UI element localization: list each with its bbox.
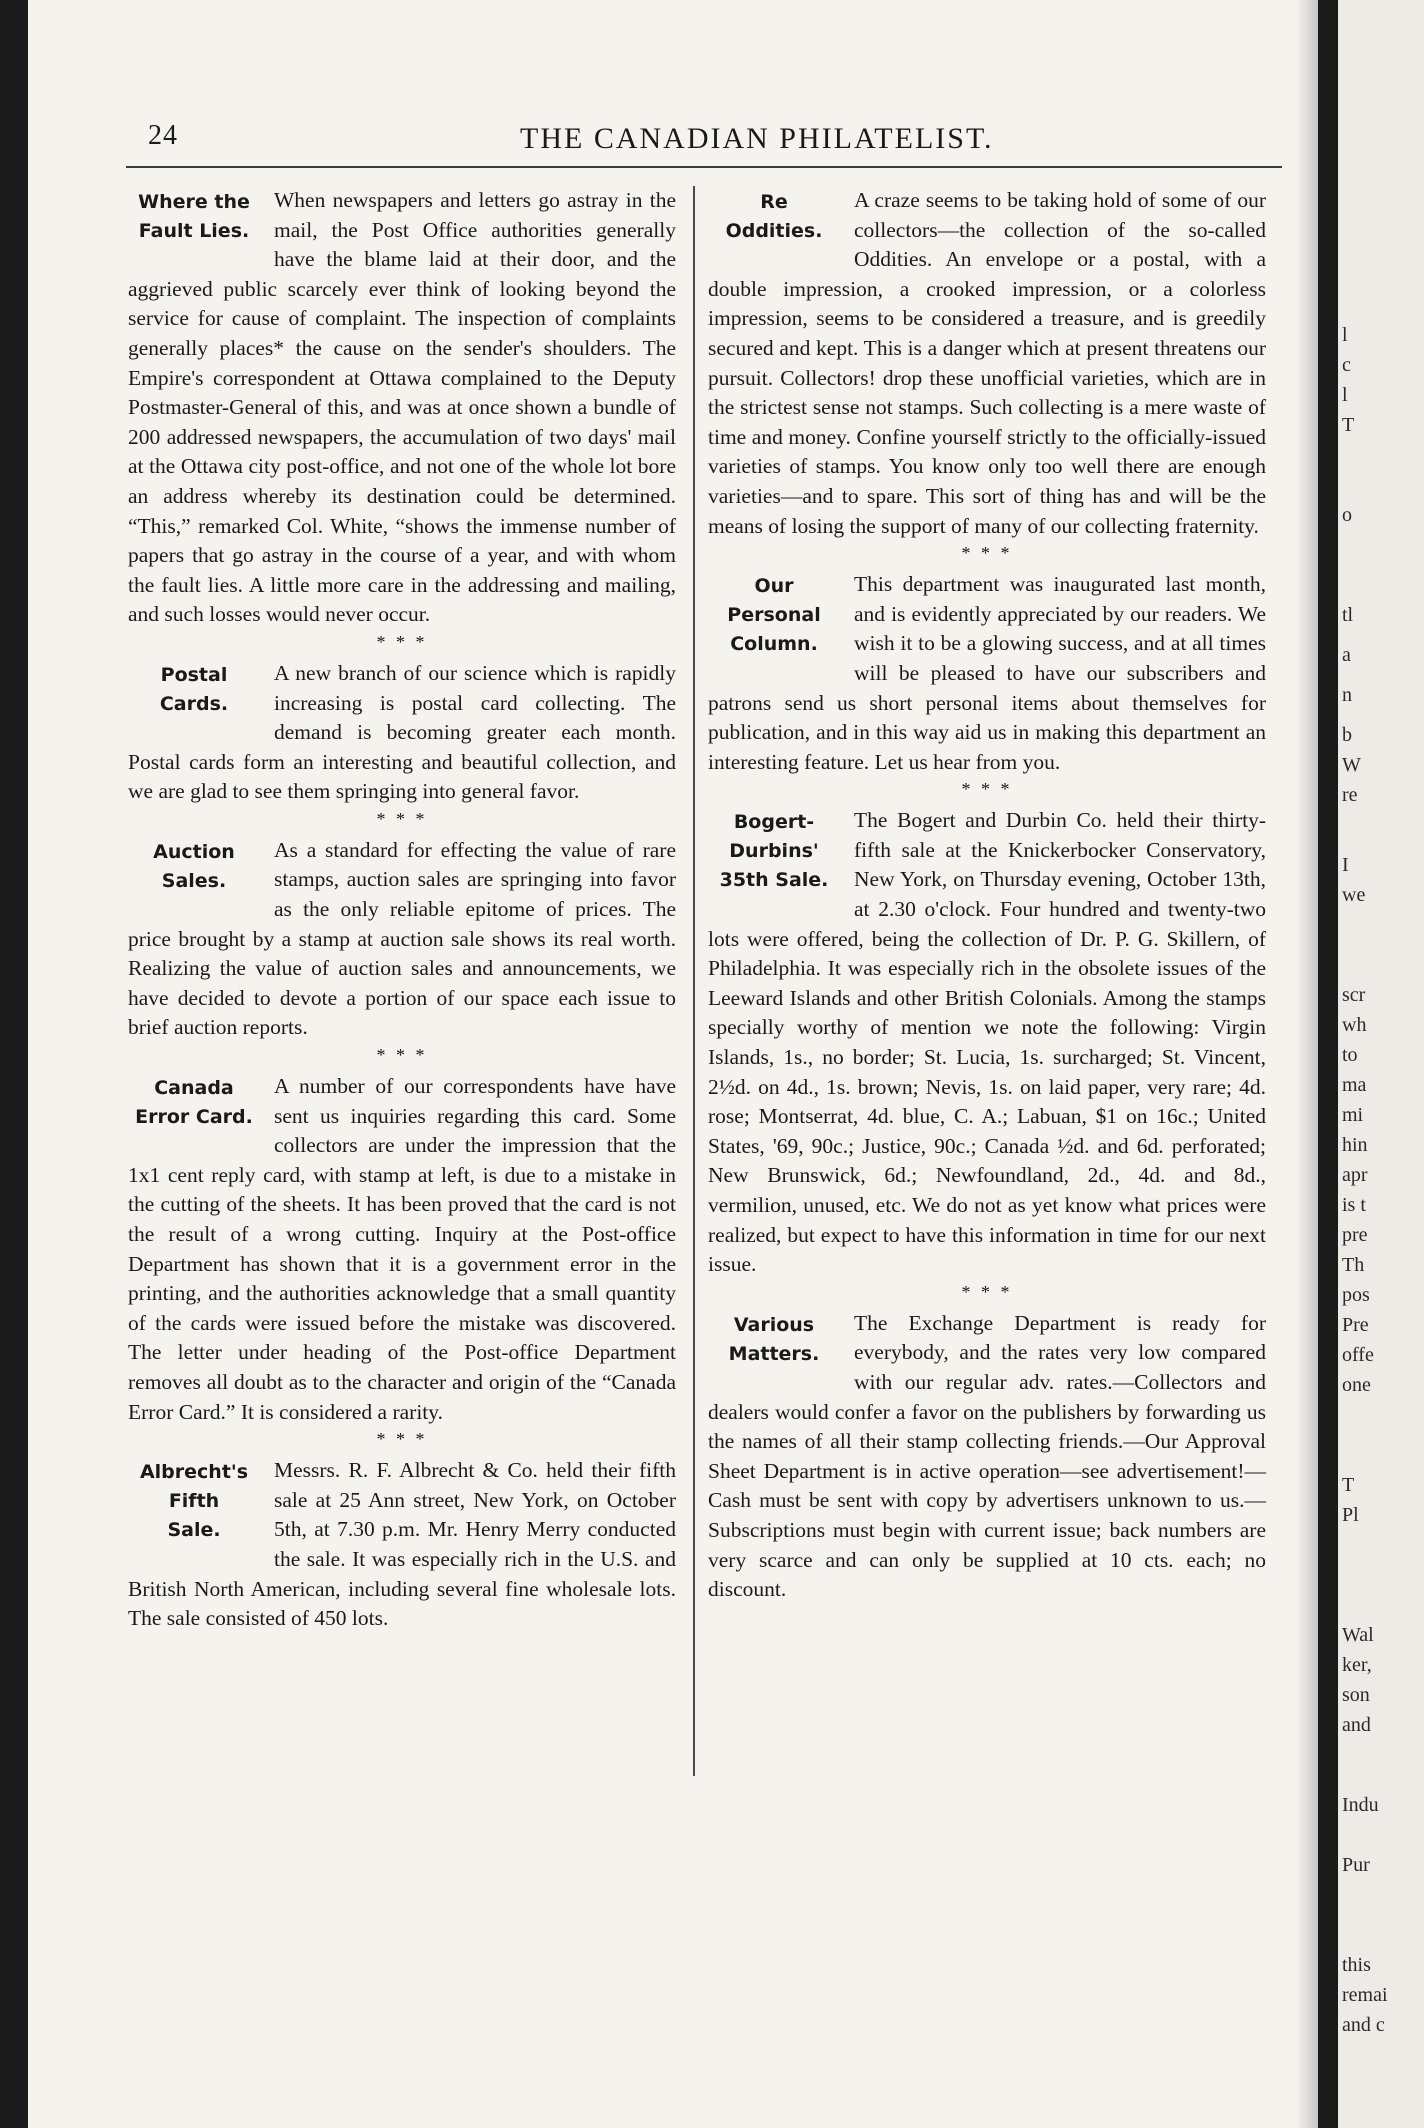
page-edge-shadow bbox=[1296, 0, 1318, 2128]
page-number: 24 bbox=[148, 120, 178, 151]
asterism-separator: * * * bbox=[961, 779, 1013, 800]
article-fault-lies bbox=[128, 186, 676, 630]
article-heading: Postal Cards. bbox=[159, 663, 229, 715]
adjacent-page-fragment: and c bbox=[1342, 2014, 1385, 2036]
asterism-separator: * * * bbox=[961, 1281, 1013, 1302]
adjacent-page-fragment: and bbox=[1342, 1714, 1371, 1736]
adjacent-page-fragment: this bbox=[1342, 1954, 1371, 1976]
article-body: Messrs. R. F. Albrecht & Co. held their fifth sale at 25 Ann street, New York, on October 5th, at 7.30 p.m. Mr. Henry Merry conducted the sale. It was especially rich in the U.S. and British North American, including several fine wholesale lots. The sale consisted of 450 lots. bbox=[128, 1458, 676, 1631]
article-auction-sales bbox=[128, 836, 676, 1043]
article-body: This department was inaugurated last month, and is evidently appreciated by our readers. We wish it to be a glowing success, and at all times will be pleased to have our subscribers and patrons send us short personal items about themselves for publication, and in this way aid us in making this department an interesting feature. Let us hear from you. bbox=[708, 572, 1266, 774]
article-heading: Albrecht's Fifth Sale. bbox=[139, 1461, 249, 1542]
adjacent-page-fragment: Pl bbox=[1342, 1504, 1359, 1526]
article-re-oddities bbox=[708, 186, 1266, 541]
adjacent-page-fragment: is t bbox=[1342, 1194, 1366, 1216]
article-body: The Bogert and Durbin Co. held their thirty-fifth sale at the Knickerbocker Conservatory, New York, on Thursday evening, October 13th, at 2.30 o'clock. Four hundred and twenty-two lots were offered, being the collection of Dr. P. G. Skillern, of Philadelphia. It was especially rich in the obsolete issues of the Leeward Islands and other British Colonials. Among the stamps specially worthy of mention we note the following: Virgin Islands, 1s., no border; St. Lucia, 1s. surcharged; St. Vincent, 2½d. on 4d., 1s. brown; Nevis, 1s. on laid paper, very rare; 4d. rose; Montserrat, 4d. blue, C. A.; Labuan, $1 on 16c.; United States, '69, 90c.; Justice, 90c.; Canada ½d. and 6d. perforated; New Brunswick, 6d.; Newfoundland, 2d., 4d. and 8d., vermilion, unused, etc. We do not as yet know what prices were realized, but expect to have this information in time for our next issue. bbox=[708, 808, 1266, 1277]
adjacent-page-fragment: Th bbox=[1342, 1254, 1365, 1276]
adjacent-page-fragment: T bbox=[1342, 414, 1355, 436]
right-column bbox=[708, 186, 1266, 1605]
article-personal-column bbox=[708, 570, 1266, 777]
adjacent-page-fragment: a bbox=[1342, 644, 1351, 666]
article-body: As a standard for effecting the value of rare stamps, auction sales are springing into favor as the only reliable epitome of prices. The price brought by a stamp at auction sale shows its real worth. Realizing the value of auction sales and announcements, we have decided to devote a portion of our space each issue to brief auction reports. bbox=[128, 837, 676, 1040]
adjacent-page-fragment: l bbox=[1342, 324, 1348, 346]
article-body: The Exchange Department is ready for everybody, and the rates very low compared with our regular adv. rates.—Collectors and dealers would confer a favor on the publishers by forwarding us the names of all their stamp collecting friends.—Our Approval Sheet Department is in active operation—see advertisement!—Cash must be sent with copy by advertisers unknown to us.—Subscriptions must begin with current issue; back numbers are very scarce and can only be supplied at 10 cts. each; no discount. bbox=[708, 1310, 1266, 1602]
adjacent-page-fragment: o bbox=[1342, 504, 1352, 526]
article-body: A new branch of our science which is rapidly increasing is postal card collecting. The demand is becoming greater each month. Postal cards form an interesting and beautiful collection, and we are glad to see them springing into general favor. bbox=[128, 660, 676, 804]
adjacent-page-fragment: re bbox=[1342, 784, 1358, 806]
article-body: When newspapers and letters go astray in the mail, the Post Office authorities generally have the blame laid at their door, and the aggrieved public scarcely ever think of looking beyond the service for cause of complaint. The inspection of complaints generally places* the cause on the sender's shoulders. The Empire's correspondent at Ottawa complained to the Deputy Postmaster-General of this, and was at once shown a bundle of 200 addressed newspapers, the accumulation of two days' mail at the Ottawa city post-office, and not one of the whole lot bore an address whereby its destination could be determined. “This,” remarked Col. White, “shows the immense number of papers that go astray in the course of a year, and with whom the fault lies. A little more care in the addressing and mailing, and such losses would never occur. bbox=[128, 188, 676, 627]
column-divider bbox=[693, 186, 695, 1776]
asterism-separator: * * * bbox=[376, 1429, 428, 1450]
article-heading: Various Matters. bbox=[728, 1313, 820, 1365]
adjacent-page-fragment: to bbox=[1342, 1044, 1358, 1066]
adjacent-page-fragment: c bbox=[1342, 354, 1351, 376]
adjacent-page-fragment: son bbox=[1342, 1684, 1370, 1706]
asterism-separator: * * * bbox=[376, 631, 428, 652]
article-albrecht-sale bbox=[128, 1456, 676, 1634]
adjacent-page-fragment: W bbox=[1342, 754, 1361, 776]
left-column bbox=[128, 186, 676, 1634]
article-body: A craze seems to be taking hold of some of our collectors—the collection of the so-called Oddities. An envelope or a postal, with a double impression, a crooked impression, or a colorless impression, seems to be considered a treasure, and is greedily secured and kept. This is a danger which at present threatens our pursuit. Collectors! drop these unofficial varieties, which are in the strictest sense not stamps. Such collecting is a mere waste of time and money. Confine yourself strictly to the officially-issued varieties of stamps. You know only too well there are enough varieties—and to spare. This sort of thing has and will be the means of losing the support of many of our collecting fraternity. bbox=[708, 188, 1266, 538]
article-heading: Canada Error Card. bbox=[135, 1077, 253, 1129]
article-postal-cards bbox=[128, 659, 676, 807]
article-heading: Our Personal Column. bbox=[727, 575, 821, 656]
adjacent-page-fragment: tl bbox=[1342, 604, 1354, 626]
asterism-separator: * * * bbox=[961, 543, 1013, 564]
adjacent-page-fragment: scr bbox=[1342, 984, 1366, 1006]
adjacent-page-fragment: I bbox=[1342, 854, 1349, 876]
asterism-separator: * * * bbox=[376, 808, 428, 829]
adjacent-page-fragment: Pre bbox=[1342, 1314, 1369, 1336]
adjacent-page-fragment: pos bbox=[1342, 1284, 1370, 1306]
adjacent-page-sliver bbox=[1338, 0, 1424, 2128]
adjacent-page-fragment: n bbox=[1342, 684, 1352, 706]
adjacent-page-fragment: l bbox=[1342, 384, 1348, 406]
article-canada-error-card bbox=[128, 1072, 676, 1427]
article-body: A number of our correspondents have have sent us inquiries regarding this card. Some collectors are under the impression that the 1x1 cent reply card, with stamp at left, is due to a mistake in the cutting of the sheets. It has been proved that the card is not the result of a wrong cutting. Inquiry at the Post-office Department has shown that it is a government error in the printing, and the authorities acknowledge that a small quantity of the cards were issued before the mistake was discovered. The letter under heading of the Post-office Department removes all doubt as to the character and origin of the “Canada Error Card.” It is considered a rarity. bbox=[128, 1074, 676, 1424]
asterism-separator: * * * bbox=[376, 1045, 428, 1066]
article-bogert-durbin-sale bbox=[708, 806, 1266, 1280]
adjacent-page-fragment: T bbox=[1342, 1474, 1355, 1496]
article-heading: Where the Fault Lies. bbox=[138, 191, 250, 242]
adjacent-page-fragment: Wal bbox=[1342, 1624, 1374, 1646]
adjacent-page-fragment: ma bbox=[1342, 1074, 1367, 1096]
adjacent-page-fragment: Indu bbox=[1342, 1794, 1379, 1816]
header-rule bbox=[126, 166, 1282, 168]
adjacent-page-fragment: offe bbox=[1342, 1344, 1374, 1366]
page-header bbox=[120, 116, 1280, 166]
adjacent-page-fragment: pre bbox=[1342, 1224, 1368, 1246]
adjacent-page-fragment: we bbox=[1342, 884, 1366, 906]
article-heading: Re Oddities. bbox=[725, 191, 823, 242]
adjacent-page-fragment: ker, bbox=[1342, 1654, 1372, 1676]
adjacent-page-fragment: Pur bbox=[1342, 1854, 1370, 1876]
article-heading: Auction Sales. bbox=[153, 840, 235, 892]
article-various-matters bbox=[708, 1309, 1266, 1605]
adjacent-page-fragment: hin bbox=[1342, 1134, 1368, 1156]
adjacent-page-fragment: remai bbox=[1342, 1984, 1388, 2006]
journal-title: THE CANADIAN PHILATELIST. bbox=[520, 122, 994, 155]
adjacent-page-fragment: wh bbox=[1342, 1014, 1367, 1036]
adjacent-page-fragment: mi bbox=[1342, 1104, 1364, 1126]
adjacent-page-fragment: b bbox=[1342, 724, 1352, 746]
adjacent-page-fragment: one bbox=[1342, 1374, 1371, 1396]
article-heading: Bogert- Durbins' 35th Sale. bbox=[719, 811, 829, 892]
adjacent-page-fragment: apr bbox=[1342, 1164, 1368, 1186]
